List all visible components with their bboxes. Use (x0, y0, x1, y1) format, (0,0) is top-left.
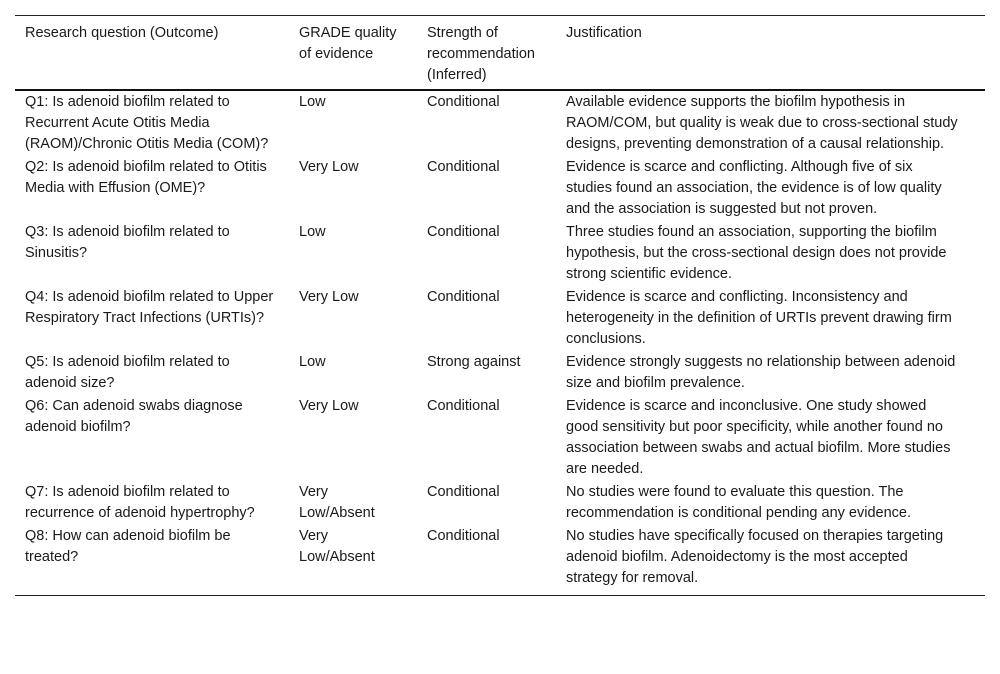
cell-justification: Available evidence supports the biofilm hypothesis in RAOM/COM, but quality is weak due to cross-sectional study designs, preventing demonstration of a causal relationship. (566, 94, 958, 152)
header-research-question: Research question (Outcome) (25, 25, 219, 41)
table-row (15, 351, 985, 395)
table-row (15, 525, 985, 596)
cell-justification: Evidence strongly suggests no relationship between adenoid size and biofilm prevalence. (566, 354, 956, 391)
evidence-table (15, 15, 985, 596)
cell-question: Q4: Is adenoid biofilm related to Upper Respiratory Tract Infections (URTIs)? (25, 289, 274, 326)
cell-strength: Conditional (427, 484, 500, 500)
cell-question: Q3: Is adenoid biofilm related to Sinusitis? (25, 224, 230, 261)
cell-grade: Very Low/Absent (299, 484, 375, 521)
table-row (15, 156, 985, 221)
table-row (15, 481, 985, 525)
cell-grade: Very Low (299, 159, 359, 175)
cell-justification: No studies were found to evaluate this question. The recommendation is conditional pending any evidence. (566, 484, 911, 521)
cell-strength: Strong against (427, 354, 521, 370)
cell-justification: Three studies found an association, supporting the biofilm hypothesis, but the cross-sectional design does not provide strong scientific evidence. (566, 224, 947, 282)
cell-strength: Conditional (427, 94, 500, 110)
cell-grade: Low (299, 354, 326, 370)
cell-grade: Low (299, 224, 326, 240)
cell-question: Q6: Can adenoid swabs diagnose adenoid biofilm? (25, 398, 243, 435)
cell-strength: Conditional (427, 289, 500, 305)
cell-question: Q5: Is adenoid biofilm related to adenoid size? (25, 354, 230, 391)
cell-question: Q7: Is adenoid biofilm related to recurrence of adenoid hypertrophy? (25, 484, 255, 521)
table-row (15, 286, 985, 351)
cell-justification: Evidence is scarce and inconclusive. One study showed good sensitivity but poor specificity, while another found no association between swabs and actual biofilm. More studies are needed. (566, 398, 951, 477)
cell-strength: Conditional (427, 528, 500, 544)
cell-grade: Very Low (299, 289, 359, 305)
table-row (15, 221, 985, 286)
cell-strength: Conditional (427, 224, 500, 240)
table-row (15, 395, 985, 481)
cell-grade: Very Low/Absent (299, 528, 375, 565)
cell-grade: Low (299, 94, 326, 110)
cell-justification: No studies have specifically focused on therapies targeting adenoid biofilm. Adenoidectomy is the most accepted strategy for removal. (566, 528, 944, 586)
cell-question: Q2: Is adenoid biofilm related to Otitis Media with Effusion (OME)? (25, 159, 267, 196)
cell-strength: Conditional (427, 398, 500, 414)
table-row (15, 90, 985, 156)
cell-justification: Evidence is scarce and conflicting. Inconsistency and heterogeneity in the definition of URTIs prevent drawing firm conclusions. (566, 289, 952, 347)
cell-grade: Very Low (299, 398, 359, 414)
header-strength: Strength of recommendation (Inferred) (427, 25, 535, 83)
cell-justification: Evidence is scarce and conflicting. Although five of six studies found an association, the evidence is of low quality and the association is suggested but not proven. (566, 159, 942, 217)
header-justification: Justification (566, 25, 642, 41)
header-row (15, 16, 985, 91)
cell-strength: Conditional (427, 159, 500, 175)
cell-question: Q1: Is adenoid biofilm related to Recurrent Acute Otitis Media (RAOM)/Chronic Otitis Media (COM)? (25, 94, 269, 152)
header-grade-quality: GRADE quality of evidence (299, 25, 397, 62)
cell-question: Q8: How can adenoid biofilm be treated? (25, 528, 231, 565)
